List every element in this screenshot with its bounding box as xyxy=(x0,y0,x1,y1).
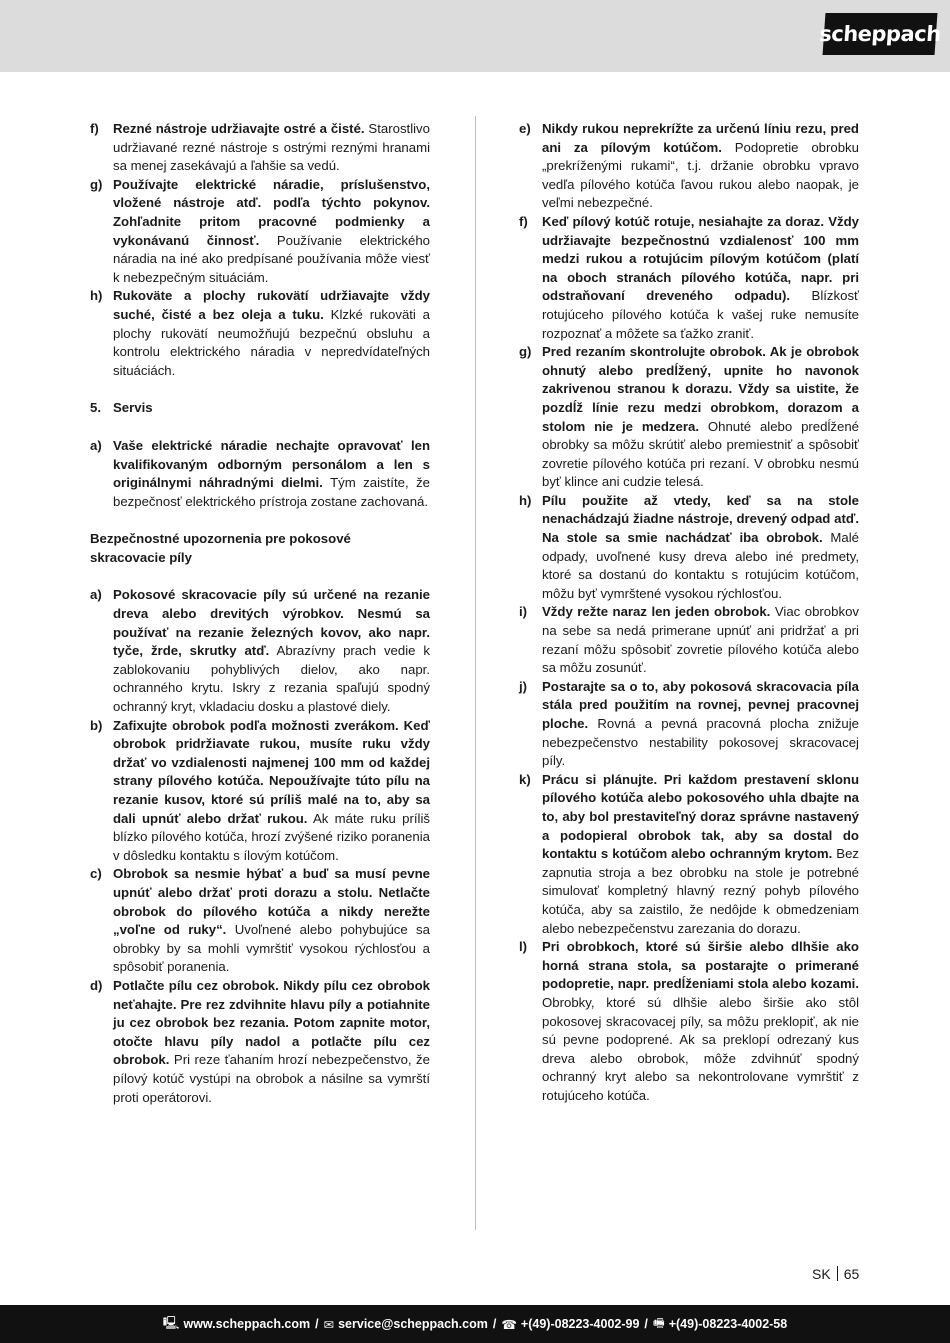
list-item-regular-text: Pri reze ťahaním hrozí nebezpečenstvo, že pílový kotúč vystúpi na obrobok a násilne sa vymrští proti operátorovi. xyxy=(113,1052,430,1105)
list-item-bold-text: Vaše elektrické náradie nechajte opravovať len kvalifikovaným odborným personálom a len s originálnymi náhradnými dielmi. xyxy=(113,437,430,491)
list-item-bold-text: Pílu použite až vtedy, keď sa na stole nenachádzajú žiadne nástroje, drevený odpad atď. Na stole sa smie nachádzať iba obrobok. xyxy=(542,492,859,546)
list-item-bold-text: Postarajte sa o to, aby pokosová skracovacia píla stála pred použitím na rovnej, pevnej pracovnej ploche. xyxy=(542,678,859,731)
list-item-text xyxy=(113,176,430,288)
list-item-bold-text: Nikdy rukou neprekrížte za určenú líniu rezu, pred ani za pílovým kotúčom. xyxy=(542,121,859,155)
footer-separator: / xyxy=(644,1317,648,1331)
list-item-label: b) xyxy=(90,717,103,733)
list-item-bold-text: Vždy režte naraz len jeden obrobok. xyxy=(542,604,771,620)
list-item xyxy=(90,176,430,288)
list-item-label: c) xyxy=(90,866,102,882)
section-title: Servis xyxy=(113,400,153,416)
list-item-label: h) xyxy=(519,492,532,508)
footer-fax: +(49)-08223-4002-58 xyxy=(668,1317,788,1331)
fax-icon: 🖷 xyxy=(652,1314,665,1330)
list-item xyxy=(90,717,430,866)
list-item-text xyxy=(113,865,430,977)
list-item-bold-text: Pri obrobkoch, ktoré sú širšie alebo dlhšie ako horná strana stola, sa postarajte o primerané podopretie, napr. predĺženiami stola alebo kozami. xyxy=(542,939,859,992)
list-item-regular-text: Rovná a pevná pracovná plocha znižuje nebezpečenstvo nestability pokosovej skracovacej píly. xyxy=(542,716,859,769)
left-column xyxy=(90,120,430,1107)
list-item-regular-text: Tým zaistíte, že bezpečnosť elektrického prístroja zostane zachovaná. xyxy=(113,475,430,509)
list-item-label: h) xyxy=(90,288,103,304)
header-band xyxy=(0,0,950,72)
list-item-text xyxy=(113,586,430,716)
footer-phone: +(49)-08223-4002-99 xyxy=(520,1317,640,1331)
saw-safety-list xyxy=(90,586,430,1107)
list-item xyxy=(519,678,859,771)
list-item-bold-text: Keď pílový kotúč rotuje, nesiahajte za doraz. Vždy udržiavajte bezpečnostnú vzdialenosť 100 mm medzi rukou a rotujúcim pílovým kotúčom (platí na oboch stranách pílového kotúča, napr. pri odstraňovaní dreveného odpadu). xyxy=(542,213,859,304)
list-item-text xyxy=(113,120,430,176)
list-item-regular-text: Podopretie obrobku „prekríženými rukami“, t.j. držanie obrobku vpravo vedľa pílového kotúča ľavou rukou alebo naopak, je veľmi nebezpečné. xyxy=(542,139,859,211)
list-item-label: e) xyxy=(519,121,531,136)
list-item xyxy=(519,938,859,1105)
list-item xyxy=(519,603,859,677)
list-item-regular-text: Bez zapnutia stroja a bez obrobku na stole je potrebné simulovať kompletný hlavný rezný pohyb pílového kotúča, aby sa zaistilo, že nedôjde k obmedzeniam alebo nebezpečenstvu zarezania do dorazu. xyxy=(542,846,859,936)
list-item-regular-text: Malé odpady, uvoľnené kusy dreva alebo iné predmety, ktoré sa dostanú do kontaktu s rotujúcim kotúčom, môžu byť vymrštené vysokou rýchlosťou. xyxy=(542,530,859,601)
list-item-regular-text: Ohnuté alebo predĺžené obrobky sa môžu skrútiť alebo premiestniť a spôsobiť zovretie pílového kotúča pri rezaní. V obrobku nesmú byť klince ani cudzie telesá. xyxy=(542,418,859,490)
brand-logo-text: scheppach xyxy=(818,22,942,46)
list-item-bold-text: Pokosové skracovacie píly sú určené na rezanie dreva alebo drevitých výrobkov. Nesmú sa používať na rezanie železných kovov, ako napr. tyče, žrde, skrutky atď. xyxy=(113,587,430,659)
list-item-text xyxy=(113,437,430,511)
list-item-label: f) xyxy=(90,121,99,136)
list-item-bold-text: Potlačte pílu cez obrobok. Nikdy pílu cez obrobok neťahajte. Pre rez zdvihnite hlavu píly a potiahnite ju cez obrobok bez rezania. Potom zapnite motor, otočte hlavu píly nadol a potlačte pílu cez obrobok. xyxy=(113,977,430,1068)
right-column xyxy=(519,120,859,1105)
list-item xyxy=(519,771,859,938)
list-item-regular-text: Viac obrobkov na sebe sa nedá primerane upnúť ani pridržať a pri rezaní môžu spôsobiť zovretie pílového kotúča alebo sa môžu zosunúť. xyxy=(542,604,859,676)
list-item-bold-text: Používajte elektrické náradie, príslušenstvo, vložené nástroje atď. podľa týchto pokynov. Zohľadnite pritom pracovné podmienky a vykonávanú činnosť. xyxy=(113,176,430,248)
list-item-label: d) xyxy=(90,977,103,993)
list-item xyxy=(90,586,430,716)
page-number-value: 65 xyxy=(843,1266,860,1282)
list-item-label: a) xyxy=(90,587,102,603)
list-item-regular-text: Starostlivo udržiavané rezné nástroje s ostrými reznými hranami sa menej zasekávajú a ľahšie sa vedú. xyxy=(113,121,430,174)
list-item xyxy=(90,120,430,176)
page-number xyxy=(812,1266,859,1282)
list-item-label: i) xyxy=(519,604,528,620)
list-item-bold-text: Zafixujte obrobok podľa možnosti zverákom. Keď obrobok pridržiavate rukou, musíte ruku vždy držať vo vzdialenosti najmenej 100 mm od každej strany pílového kotúča. Nepoužívajte túto pílu na rezanie kusov, ktoré sú príliš malé na to, aby sa dali upnúť alebo držať rukou. xyxy=(113,717,430,826)
section-heading xyxy=(90,399,430,418)
list-item-label: g) xyxy=(90,176,103,192)
list-item-text xyxy=(542,213,859,343)
list-item-label: j) xyxy=(519,678,528,694)
saw-safety-subheading: Bezpečnostné upozornenia pre pokosové skracovacie píly xyxy=(90,531,351,565)
computer-icon: 🖳 xyxy=(162,1314,180,1330)
list-item-text xyxy=(542,492,859,604)
list-item-bold-text: Obrobok sa nesmie hýbať a buď sa musí pevne upnúť alebo držať proti dorazu a stolu. Netlačte obrobok do pílového kotúča a nikdy nerežte „voľne od ruky“. xyxy=(113,866,430,938)
footer-website[interactable]: www.scheppach.com xyxy=(183,1317,311,1331)
list-item-label: a) xyxy=(90,437,102,453)
list-item xyxy=(519,120,859,213)
list-item-label: k) xyxy=(519,771,531,787)
list-item xyxy=(90,977,430,1107)
footer-separator: / xyxy=(315,1317,319,1331)
list-item-regular-text: Klzké rukoväti a plochy rukovätí neumožňujú bezpečnú obsluhu a kontrolu elektrického náradia v nepredvídateľných situáciách. xyxy=(113,306,430,378)
list-item-text xyxy=(113,717,430,866)
footer-email[interactable]: service@scheppach.com xyxy=(338,1317,488,1331)
list-item-regular-text: Abrazívny prach vedie k zablokovaniu pohyblivých dielov, ako napr. ochranného krytu. Iskry z rezania spaľujú spodný ochranný kryt, vkladaciu dosku a plastové diely. xyxy=(113,643,430,715)
list-item-text xyxy=(542,343,859,492)
mail-icon: ✉ xyxy=(323,1316,335,1332)
list-item xyxy=(90,865,430,977)
list-item-bold-text: Rezné nástroje udržiavajte ostré a čisté. xyxy=(113,121,365,136)
list-item-text xyxy=(542,120,859,213)
list-item-label: f) xyxy=(519,213,528,229)
list-item xyxy=(519,492,859,604)
footer-bar xyxy=(0,1305,950,1343)
list-item-regular-text: Používanie elektrického náradia na iné ako predpísané používania môže viesť k nebezpečným situáciám. xyxy=(113,232,430,285)
list-item-bold-text: Rukoväte a plochy rukovätí udržiavajte vždy suché, čisté a bez oleja a tuku. xyxy=(113,288,430,322)
list-item xyxy=(519,343,859,492)
page-number-separator xyxy=(837,1266,838,1281)
section-number: 5. xyxy=(90,400,101,416)
list-item xyxy=(90,437,430,511)
list-item-regular-text: Blízkosť rotujúceho pílového kotúča k vašej ruke nemusíte rozpoznať a môžete sa ťažko zraniť. xyxy=(542,288,859,341)
saw-safety-list-continued xyxy=(519,120,859,1105)
list-item-text xyxy=(113,287,430,380)
brand-logo xyxy=(818,13,942,55)
list-item-regular-text: Ak máte ruku príliš blízko pílového kotúča, hrozí zvýšené riziko poranenia v dôsledku kontaktu s ílovým kotúčom. xyxy=(113,810,430,863)
list-item xyxy=(519,213,859,343)
list-item-regular-text: Obrobky, ktoré sú dlhšie alebo širšie ako stôl pokosovej skracovacej píly, sa môžu preklopiť, ak nie sú pevne podoprené. Ak sa preklopí odrezaný kus dreva alebo obrobok, môže zdvihnúť spodný ochranný kryt alebo sa nekontrolovane vymrštiť z rotujúceho kotúča. xyxy=(542,994,859,1103)
list-item-text xyxy=(542,678,859,771)
list-item-text xyxy=(542,938,859,1105)
list-item-text xyxy=(542,771,859,938)
general-safety-list xyxy=(90,120,430,380)
service-list xyxy=(90,437,430,511)
phone-icon: ☎ xyxy=(501,1316,517,1332)
list-item-label: l) xyxy=(519,939,528,955)
list-item-text xyxy=(542,603,859,677)
page-language: SK xyxy=(812,1266,831,1282)
list-item-label: g) xyxy=(519,344,532,360)
list-item-text xyxy=(113,977,430,1107)
footer-separator: / xyxy=(492,1317,497,1331)
column-divider xyxy=(475,116,476,1230)
list-item-bold-text: Prácu si plánujte. Pri každom prestavení sklonu pílového kotúča alebo pokosového uhla dbajte na to, aby bol prestaviteľný doraz správne nastavený a podopieral obrobok tak, aby sa dostal do kontaktu s kotúčom alebo ochranným krytom. xyxy=(542,771,859,862)
list-item-regular-text: Uvoľnené alebo pohybujúce sa obrobky by sa mohli vymrštiť vysokou rýchlosťou a spôsobiť poranenia. xyxy=(113,922,430,975)
list-item-bold-text: Pred rezaním skontrolujte obrobok. Ak je obrobok ohnutý alebo predĺžený, upnite ho navonok zakrivenou stranou k dorazu. Vždy sa uistite, že pozdĺž línie rezu medzi obrobkom, dorazom a stolom nie je medzera. xyxy=(542,344,859,434)
list-item xyxy=(90,287,430,380)
